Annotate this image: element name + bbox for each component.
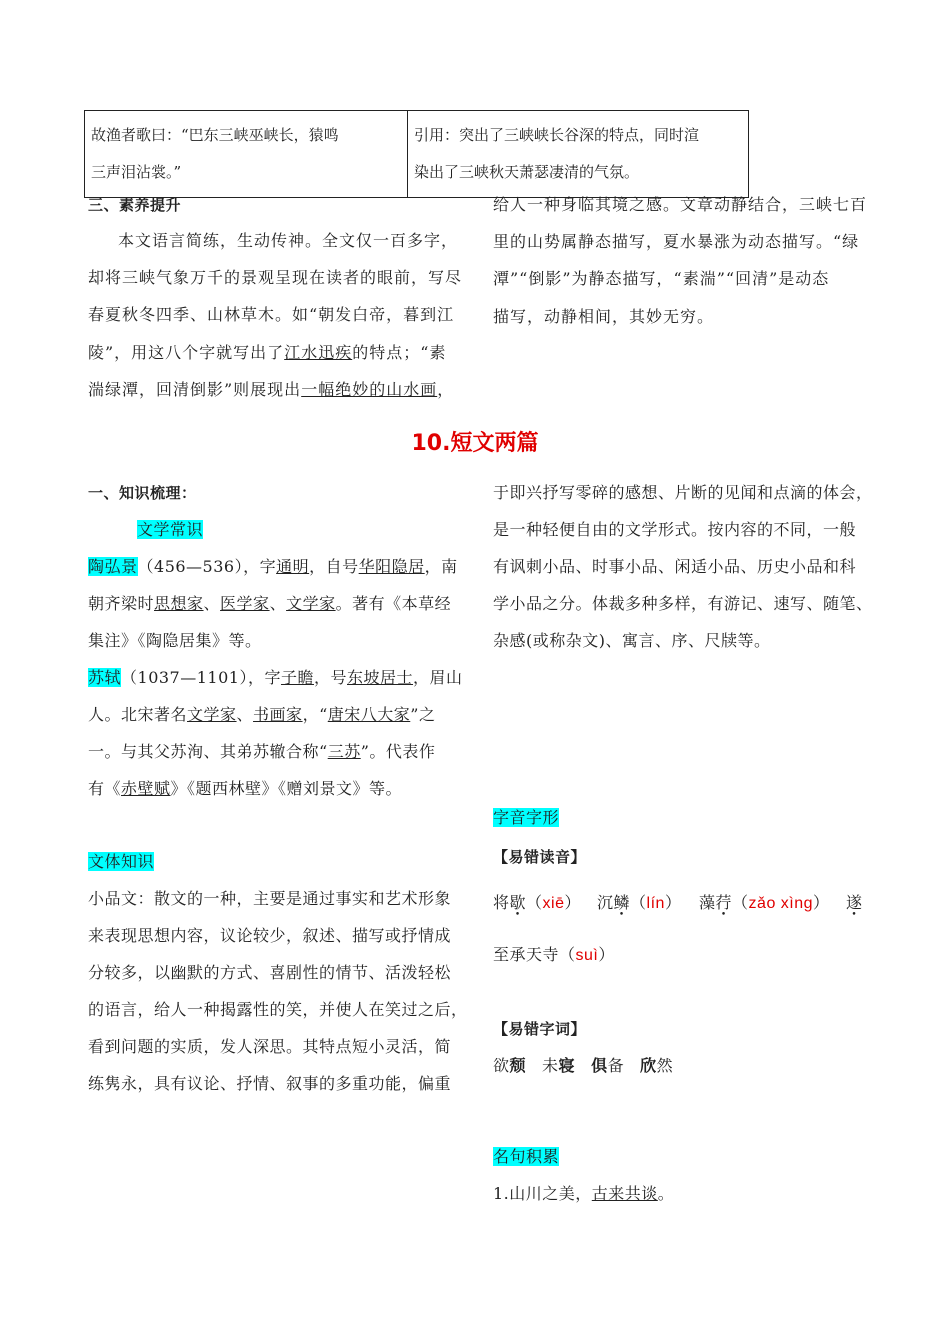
underlined-text: 文学家: [187, 705, 237, 724]
text: ，眉山: [413, 668, 463, 687]
paragraph-line: 学小品之分。体裁多种多样，有游记、速写、随笔、: [493, 594, 873, 613]
paragraph-line: 却将三峡气象万千的景观呈现在读者的眼前，写尽: [88, 268, 463, 287]
underlined-text: 文学家: [286, 594, 336, 613]
underlined-text: 医学家: [220, 594, 270, 613]
pronunciation-item: [493, 892, 581, 915]
underlined-text: 古来共谈: [591, 1184, 658, 1203]
bold-char: 颓: [509, 1056, 527, 1075]
text: 沉: [597, 893, 614, 912]
quote-item: [493, 1183, 674, 1205]
subsection-heading: 【易错读音】: [493, 848, 587, 866]
dotted-char: 遂: [846, 893, 863, 912]
text: （: [630, 893, 647, 912]
text: 然: [656, 1056, 674, 1075]
paragraph-line: 看到问题的实质，发人深思。其特点短小灵活，简: [88, 1037, 452, 1056]
underlined-text: 一幅绝妙的山水画: [301, 380, 438, 399]
text: ）: [564, 893, 582, 912]
text: 至承天寺（: [493, 945, 576, 964]
chapter-title: 10.短文两篇: [411, 431, 539, 456]
underlined-text: 书画家: [253, 705, 303, 724]
text: （: [732, 893, 749, 912]
paragraph-line: 春夏秋冬四季、山林草木。如“朝发白帝，暮到江: [88, 305, 455, 324]
text: 的特点；“素: [352, 343, 447, 362]
text: 、: [236, 705, 254, 724]
paragraph-line: [88, 778, 402, 800]
text: （: [526, 893, 543, 912]
dotted-char: 歇: [509, 893, 527, 912]
underlined-text: 三苏: [327, 742, 361, 761]
text: 》《题西林壁》《赠刘景文》等。: [170, 779, 403, 798]
author-name: 苏轼: [88, 668, 122, 687]
text: ”之: [410, 705, 436, 724]
text: 欲: [493, 1056, 510, 1075]
text: 有《: [88, 779, 122, 798]
cell-line: 三声泪沾裳。”: [91, 163, 182, 181]
paragraph-line: 是一种轻便自由的文学形式。按内容的不同，一般: [493, 520, 857, 539]
text: 备: [607, 1056, 625, 1075]
text: ，自号: [309, 557, 359, 576]
paragraph-line: [88, 704, 435, 726]
underlined-text: 思想家: [154, 594, 204, 613]
underlined-text: 江水迅疾: [284, 343, 353, 362]
paragraph-line: 于即兴抒写零碎的感想、片断的见闻和点滴的体会，: [493, 483, 873, 502]
highlight-tag-literature: 文学常识: [137, 520, 204, 539]
paragraph-line: 给人一种身临其境之感。文章动静结合，三峡七百: [493, 195, 868, 214]
pinyin: zǎo xìng: [748, 895, 814, 912]
paragraph-line: 描写，动静相间，其妙无穷。: [493, 307, 715, 326]
paragraph-line: 练隽永，具有议论、抒情、叙事的多重功能，偏重: [88, 1074, 452, 1093]
highlight-tag-characters: 字音字形: [493, 808, 560, 827]
text: 人。北宋著名: [88, 705, 188, 724]
text: 一。与其父苏洵、其弟苏辙合称“: [88, 742, 328, 761]
bold-char: 俱: [591, 1056, 608, 1075]
dotted-char: 鳞: [613, 893, 631, 912]
pinyin: xiē: [542, 895, 565, 912]
pronunciation-item: [699, 892, 830, 915]
paragraph-line: 集注》《陶隐居集》等。: [88, 631, 262, 650]
pinyin: suì: [575, 947, 599, 964]
bold-char: 寝: [558, 1056, 576, 1075]
paragraph-line: [88, 379, 454, 401]
highlight-tag-quotes: 名句积累: [493, 1147, 560, 1166]
underlined-text: 赤壁赋: [121, 779, 171, 798]
text: 1.山川之美，: [493, 1184, 592, 1203]
text: 。: [657, 1184, 675, 1203]
pronunciation-item: [493, 944, 615, 967]
text: 陵”，用这八个字就写出了: [88, 343, 285, 362]
text: ）: [598, 945, 615, 964]
text: 未: [542, 1056, 559, 1075]
text: ”。代表作: [360, 742, 436, 761]
text: 藻: [699, 893, 716, 912]
text: （1037—1101），字: [121, 668, 281, 687]
underlined-text: 通明: [276, 557, 310, 576]
paragraph-line: 小品文：散文的一种，主要是通过事实和艺术形象: [88, 889, 452, 908]
paragraph-line: [88, 342, 446, 364]
paragraph-line: 分较多，以幽默的方式、喜剧性的情节、活泼轻松: [88, 963, 452, 982]
paragraph-line: 本文语言简练，生动传神。全文仅一百多字，: [118, 231, 459, 250]
paragraph-line: 杂感(或称杂文)、寓言、序、尺牍等。: [493, 631, 771, 650]
subsection-heading: 【易错字词】: [493, 1020, 587, 1038]
paragraph-line: [88, 556, 458, 578]
word-list: [493, 1055, 673, 1077]
text: ）: [664, 893, 682, 912]
section-heading: 一、知识梳理：: [88, 484, 197, 502]
underlined-text: 东坡居士: [347, 668, 414, 687]
paragraph-line: [88, 593, 451, 615]
text: 、: [203, 594, 221, 613]
section-heading: 三、素养提升: [88, 196, 182, 214]
underlined-text: 子瞻: [280, 668, 314, 687]
text: 湍绿潭，回清倒影”则展现出: [88, 380, 302, 399]
text: 将: [493, 893, 510, 912]
cell-line: 引用：突出了三峡峡长谷深的特点，同时渲: [414, 126, 700, 144]
paragraph-line: 的语言，给人一种揭露性的笑，并使人在笑过之后，: [88, 1000, 468, 1019]
pinyin: lín: [646, 895, 665, 912]
dotted-char: 荇: [715, 893, 733, 912]
author-name: 陶弘景: [88, 557, 138, 576]
cell-line: 故渔者歌曰：“巴东三峡巫峡长，猿鸣: [91, 126, 339, 144]
text: ，“: [302, 705, 328, 724]
table-cell-analysis: [408, 111, 749, 198]
pronunciation-item: [846, 892, 863, 914]
paragraph-line: 里的山势属静态描写，夏水暴涨为动态描写。“绿: [493, 232, 860, 251]
text: 、: [269, 594, 287, 613]
paragraph-line: 有讽刺小品、时事小品、闲适小品、历史小品和科: [493, 557, 857, 576]
paragraph-line: [88, 667, 463, 689]
underlined-text: 唐宋八大家: [327, 705, 411, 724]
paragraph-line: 来表现思想内容，议论较少，叙述、描写或抒情成: [88, 926, 452, 945]
text: 朝齐梁时: [88, 594, 155, 613]
table-cell-quote: [85, 111, 408, 198]
text: ，号: [313, 668, 347, 687]
paragraph-line: [88, 741, 435, 763]
paragraph-line: 潭”“倒影”为静态描写，“素湍”“回清”是动态: [493, 269, 830, 288]
cell-line: 染出了三峡秋天萧瑟凄清的气氛。: [414, 163, 640, 181]
bold-char: 欣: [640, 1056, 657, 1075]
underlined-text: 华阳隐居: [358, 557, 425, 576]
highlight-tag-genre: 文体知识: [88, 852, 155, 871]
text: ，南: [424, 557, 458, 576]
text: （456—536），字: [137, 557, 277, 576]
text: ）: [813, 893, 830, 912]
analysis-table: [84, 110, 749, 198]
text: 。著有《本草经: [335, 594, 452, 613]
text: ，: [437, 380, 455, 399]
pronunciation-item: [597, 892, 681, 915]
table-row: [85, 111, 749, 198]
